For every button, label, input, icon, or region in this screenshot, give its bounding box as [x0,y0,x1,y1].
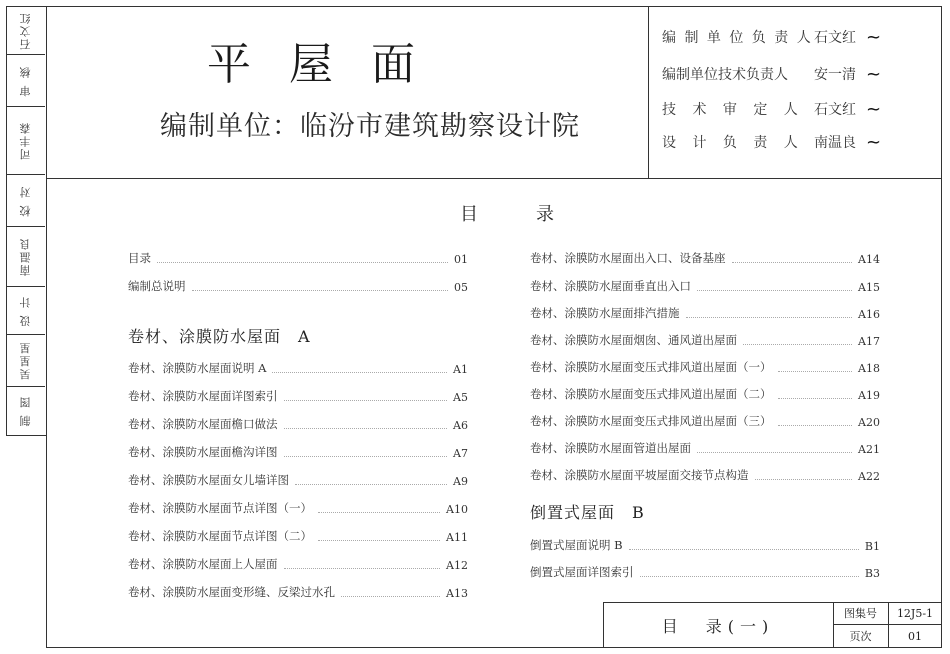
leader-dots [192,290,449,291]
leader-dots [341,596,440,597]
strip-cell-nanwenliang [7,227,45,287]
strip-label: 制 图 [19,395,32,427]
toc-title: 目录 [460,204,612,225]
page-title: 平屋面 [207,39,453,90]
toc-entry[interactable] [530,305,880,321]
toc-entry-page: A10 [446,503,468,516]
leader-dots [318,540,440,541]
toc-entry-page: B3 [864,567,880,580]
responsible-name: 石文红 [814,30,856,46]
responsible-role: 技 术 审 定 人 [662,102,804,118]
toc-entry-text: 卷材、涂膜防水屋面平坡屋面交接节点构造 [530,468,749,482]
toc-entry[interactable] [128,556,468,572]
strip-label: 设 计 [19,294,32,327]
toc-entry[interactable] [128,500,468,516]
leader-dots [732,262,853,263]
signature: ~ [866,98,882,120]
toc-entry[interactable] [128,250,468,266]
leader-dots [318,512,440,513]
toc-entry-page: A5 [453,391,468,404]
responsible-name: 石文红 [814,102,856,118]
toc-entry-text: 编制总说明 [128,279,186,293]
toc-entry-page: A11 [446,531,468,544]
toc-entry[interactable] [530,359,880,375]
toc-entry-text: 卷材、涂膜防水屋面变压式排风道出屋面（三） [530,414,772,428]
strip-label: 南温良 [19,237,32,276]
leader-dots [686,317,853,318]
signature: ~ [866,63,882,85]
page-label: 页次 [849,630,872,643]
toc-entry-text: 卷材、涂膜防水屋面变压式排风道出屋面（二） [530,387,772,401]
toc-entry-text: 卷材、涂膜防水屋面出入口、设备基座 [530,251,726,265]
compiler-unit: 编制单位：临汾市建筑勘察设计院 [160,111,580,142]
strip-label: 吴星星 [19,341,32,380]
toc-entry[interactable] [530,386,880,402]
toc-entry-page: A9 [453,475,468,488]
leader-dots [284,428,448,429]
toc-entry-text: 卷材、涂膜防水屋面女儿墙详图 [128,473,289,487]
leader-dots [629,549,859,550]
toc-entry-text: 卷材、涂膜防水屋面变压式排风道出屋面（一） [530,360,772,374]
signature: ~ [866,26,882,48]
toc-entry-text: 卷材、涂膜防水屋面节点详图（一） [128,501,312,515]
toc-entry[interactable] [128,444,468,460]
leader-dots [755,479,853,480]
toc-entry-text: 卷材、涂膜防水屋面檐口做法 [128,417,278,431]
toc-entry-page: 01 [454,253,468,266]
leader-dots [640,576,859,577]
toc-entry-text: 目录 [128,251,151,265]
leader-dots [284,456,448,457]
section-heading-b: 倒置式屋面 B [530,503,645,522]
toc-entry[interactable] [128,528,468,544]
toc-entry[interactable] [530,564,880,580]
strip-cell-wuxingxing [7,335,45,387]
toc-entry-page: A7 [453,447,468,460]
leader-dots [697,452,852,453]
responsible-name: 安一清 [814,67,856,83]
page-number: 01 [908,629,922,643]
leader-dots [697,290,852,291]
toc-entry-page: A1 [453,363,468,376]
strip-label: 审 核 [19,64,32,97]
leader-dots [284,568,441,569]
toc-entry-text: 卷材、涂膜防水屋面说明 A [128,361,267,375]
leader-dots [778,371,853,372]
toc-entry-page: A21 [858,443,880,456]
atlas-label: 图集号 [844,607,877,620]
responsible-row [662,94,881,124]
leader-dots [157,262,448,263]
toc-entry[interactable] [530,440,880,456]
toc-entry-page: A22 [858,470,880,483]
toc-entry-text: 卷材、涂膜防水屋面檐沟详图 [128,445,278,459]
responsible-row [662,22,881,52]
toc-entry-page: B1 [864,540,880,553]
signature-strip [6,6,46,436]
leader-dots [778,398,853,399]
responsible-role: 编 制 单 位 负 责 人 [662,30,813,46]
toc-entry[interactable] [128,416,468,432]
toc-entry-page: A19 [858,389,880,402]
toc-entry-page: A16 [858,308,880,321]
toc-entry[interactable] [128,584,468,600]
toc-entry-text: 卷材、涂膜防水屋面排汽措施 [530,306,680,320]
leader-dots [284,400,448,401]
strip-label: 司丰森 [19,121,32,160]
signature: ~ [866,131,882,153]
toc-entry-text: 倒置式屋面说明 B [530,538,623,552]
toc-entry-page: 05 [454,281,468,294]
toc-entry-text: 卷材、涂膜防水屋面上人屋面 [128,557,278,571]
strip-cell-shiwenhong [7,7,45,55]
leader-dots [295,484,447,485]
toc-entry-page: A12 [446,559,468,572]
strip-label: 石文红 [19,11,32,50]
strip-label: 校 对 [19,184,32,217]
toc-entry[interactable] [530,332,880,348]
leader-dots [272,372,447,373]
atlas-number: 12J5-1 [896,606,934,620]
toc-entry-text: 倒置式屋面详图索引 [530,565,634,579]
toc-entry-page: A18 [858,362,880,375]
toc-entry[interactable] [530,278,880,294]
toc-entry[interactable] [128,278,468,294]
toc-entry[interactable] [530,250,880,266]
strip-cell-design [7,287,45,335]
toc-entry[interactable] [530,467,880,483]
toc-entry[interactable] [128,360,468,376]
strip-cell-sifengsen [7,107,45,175]
strip-cell-proofread [7,175,45,227]
sheet-title: 目 录(一) [661,616,775,636]
responsible-row [662,127,881,157]
toc-entry-text: 卷材、涂膜防水屋面管道出屋面 [530,441,691,455]
leader-dots [743,344,852,345]
header-divider [46,178,942,179]
toc-entry-text: 卷材、涂膜防水屋面变形缝、反梁过水孔 [128,585,335,599]
strip-cell-review [7,55,45,107]
toc-entry-page: A13 [446,587,468,600]
responsible-role: 编制单位技术负责人 [662,67,788,83]
leader-dots [778,425,853,426]
toc-entry-page: A15 [858,281,880,294]
toc-entry-text: 卷材、涂膜防水屋面烟囱、通风道出屋面 [530,333,737,347]
responsible-name: 南温良 [814,135,856,151]
toc-entry[interactable] [530,413,880,429]
toc-entry-text: 卷材、涂膜防水屋面节点详图（二） [128,529,312,543]
strip-cell-drafting [7,387,45,435]
toc-entry[interactable] [530,537,880,553]
toc-entry-page: A20 [858,416,880,429]
toc-entry-page: A14 [858,253,880,266]
responsible-role: 设 计 负 责 人 [662,135,804,151]
toc-entry-page: A6 [453,419,468,432]
toc-entry[interactable] [128,388,468,404]
header-vertical-divider [648,6,649,178]
toc-entry-page: A17 [858,335,880,348]
toc-entry-text: 卷材、涂膜防水屋面垂直出入口 [530,279,691,293]
toc-entry[interactable] [128,472,468,488]
toc-entry-text: 卷材、涂膜防水屋面详图索引 [128,389,278,403]
responsible-row [662,59,881,89]
section-heading-a: 卷材、涂膜防水屋面 A [128,327,311,346]
